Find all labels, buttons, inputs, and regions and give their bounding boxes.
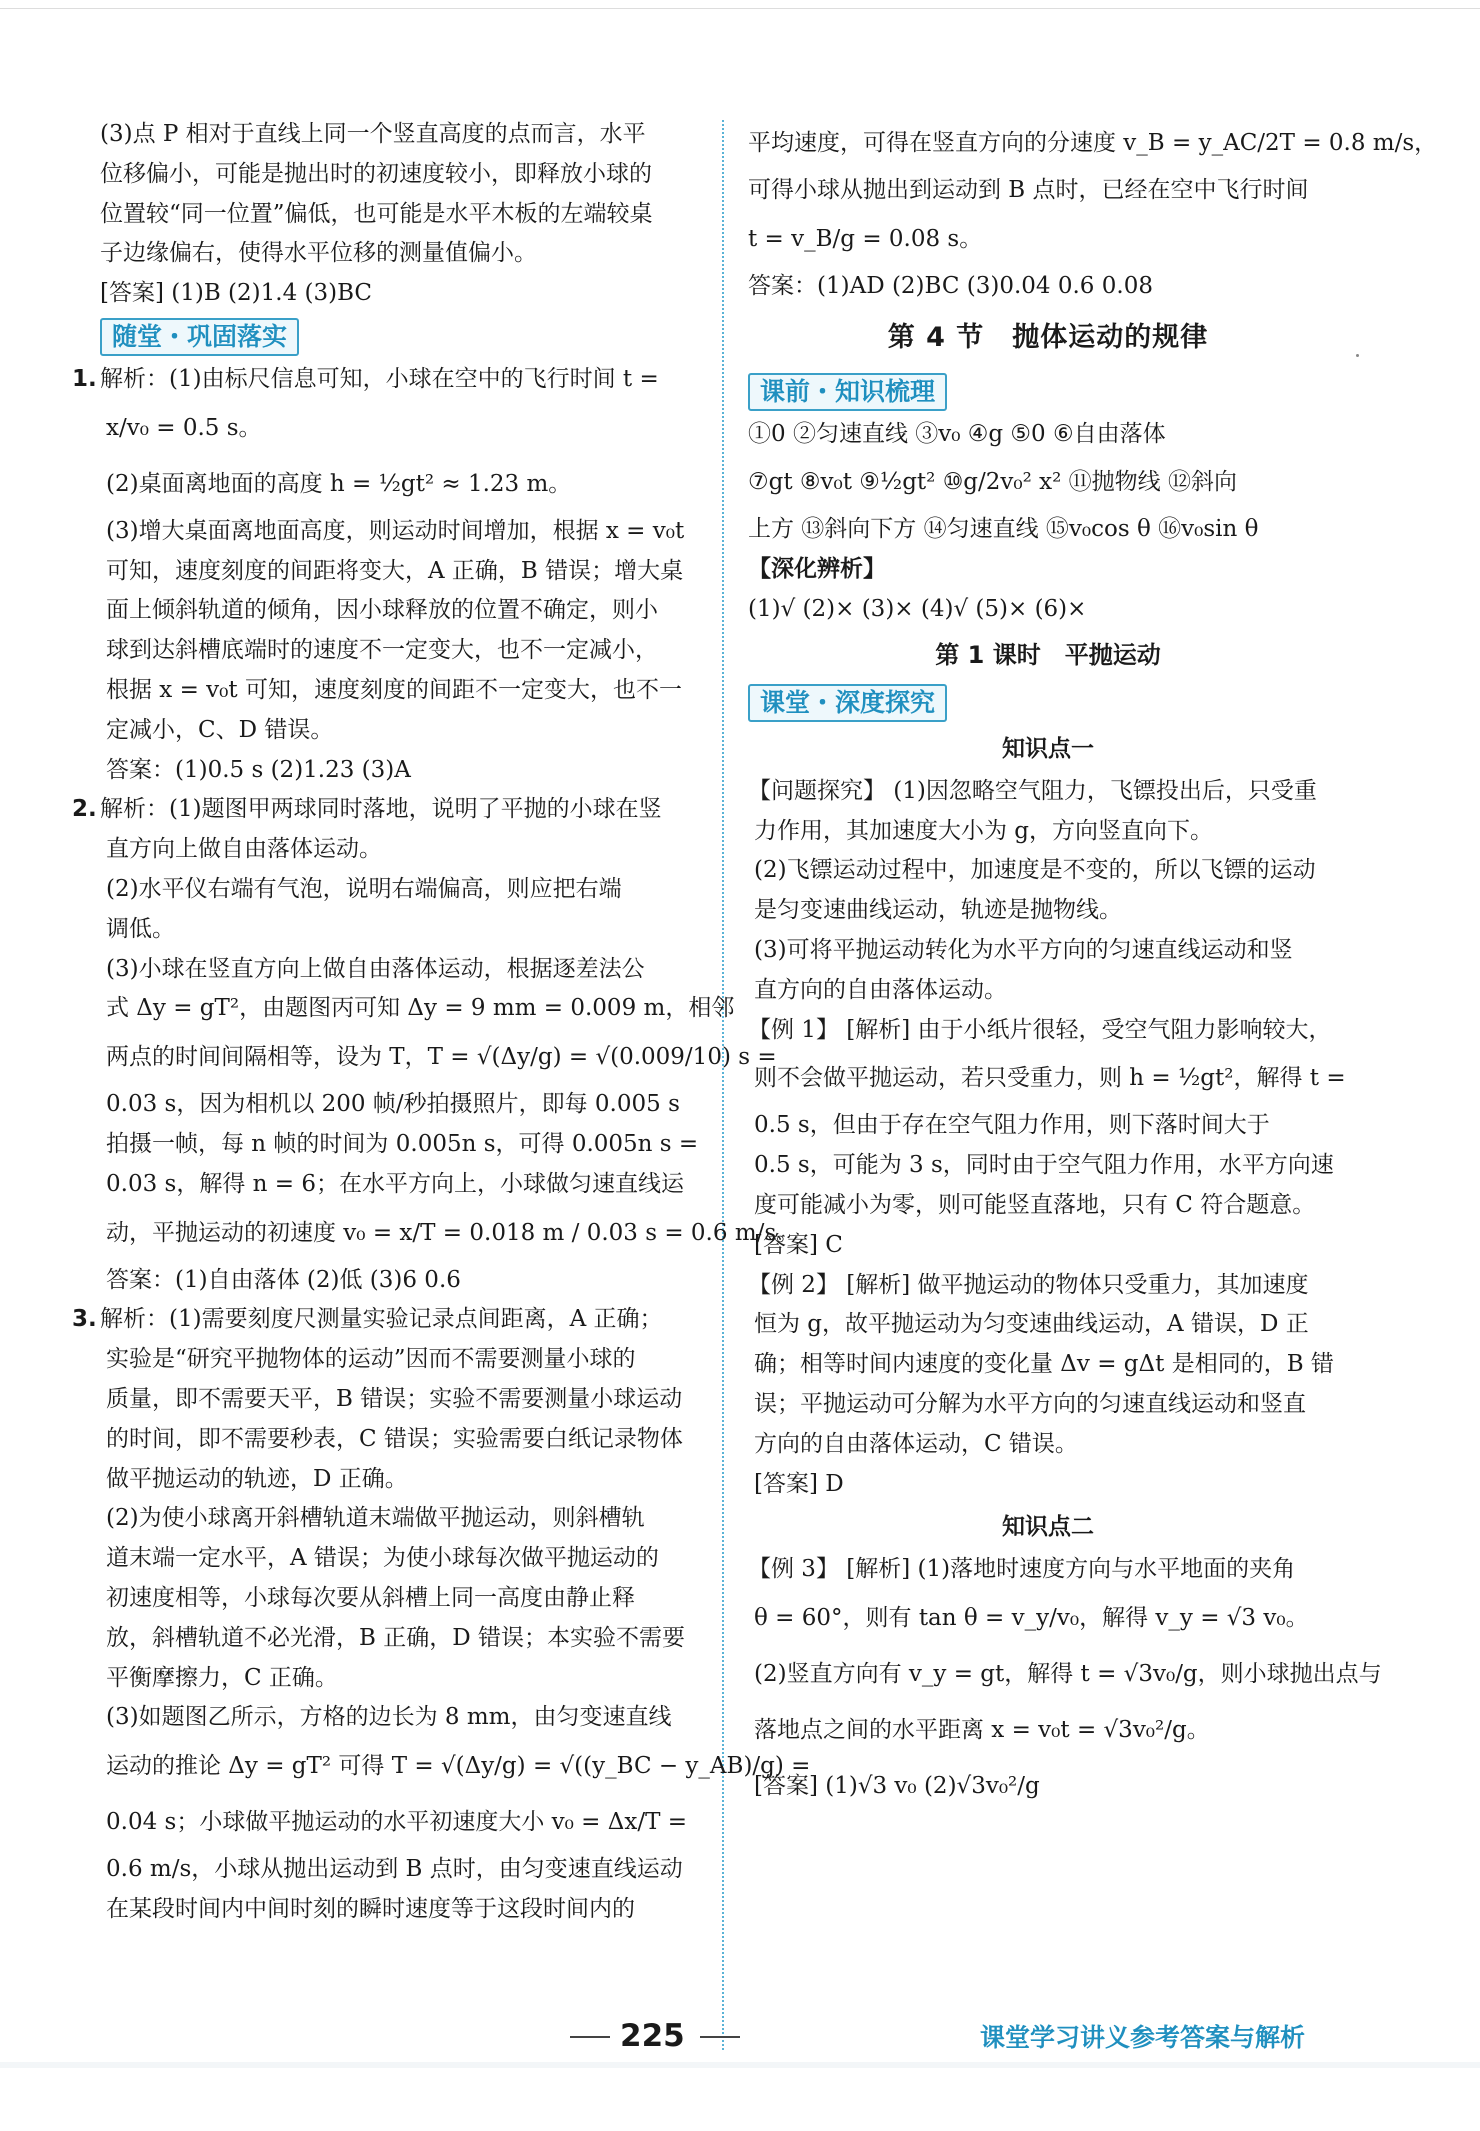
lesson-title: 第 1 课时 平抛运动 [935, 640, 1161, 669]
text-line: 质量，即不需要天平，B 错误；实验不需要测量小球运动 [106, 1385, 683, 1412]
text-line: 直方向的自由落体运动。 [754, 976, 1007, 1003]
footer-title: 课堂学习讲义参考答案与解析 [980, 2023, 1306, 2052]
text-line: 拍摄一帧，每 n 帧的时间为 0.005n s，可得 0.005n s = [106, 1130, 699, 1157]
section-title: 第 4 节 抛体运动的规律 [887, 321, 1209, 353]
question-2-first: 2. 解析：(1)题图甲两球同时落地，说明了平抛的小球在竖 [72, 790, 700, 830]
text-line: 平均速度，可得在竖直方向的分速度 v_B = y_AC/2T = 0.8 m/s， [748, 130, 1438, 156]
page-number: 225 [620, 2018, 685, 2054]
text-line: (3)小球在竖直方向上做自由落体运动，根据逐差法公 [106, 955, 645, 982]
text-line: 落地点之间的水平距离 x = v₀t = √3v₀²/g。 [754, 1717, 1210, 1744]
fill-line: ⑦gt ⑧v₀t ⑨½gt² ⑩g/2v₀² x² ⑪抛物线 ⑫斜向 [748, 469, 1237, 496]
question-1-first: 1. 解析：(1)由标尺信息可知，小球在空中的飞行时间 t = [72, 360, 700, 400]
section-tag-kecian: 课前・知识梳理 [748, 373, 947, 411]
text-line: 【问题探究】 (1)因忽略空气阻力，飞镖投出后，只受重 [748, 777, 1317, 804]
footer-dash-right [700, 2036, 740, 2038]
text-line: 方向的自由落体运动，C 错误。 [754, 1430, 1078, 1457]
question-number: 1. [72, 365, 97, 392]
section-tag-ketang: 课堂・深度探究 [748, 684, 947, 722]
answer-line: [答案] C [754, 1231, 843, 1258]
text-line: 运动的推论 Δy = gT² 可得 T = √(Δy/g) = √((y_BC − y_AB)/g) = [106, 1753, 811, 1780]
text-line: 两点的时间间隔相等，设为 T，T = √(Δy/g) = √(0.009/10) s = [106, 1044, 777, 1071]
question-number: 2. [72, 796, 97, 823]
text-line: 【例 3】 [解析] (1)落地时速度方向与水平地面的夹角 [748, 1556, 1296, 1583]
footer-band [0, 2062, 1480, 2068]
deep-analysis-label: 【深化辨析】 [748, 556, 886, 583]
text-line: 的时间，即不需要秒表，C 错误；实验需要白纸记录物体 [106, 1425, 683, 1452]
text-line: (2)桌面离地面的高度 h = ½gt² ≈ 1.23 m。 [106, 470, 572, 497]
text-line: 球到达斜槽底端时的速度不一定变大，也不一定减小， [106, 637, 658, 664]
text-line: 子边缘偏右，使得水平位移的测量值偏小。 [100, 240, 537, 267]
text-line: 初速度相等，小球每次要从斜槽上同一高度由静止释 [106, 1584, 635, 1611]
text-line: 式 Δy = gT²，由题图丙可知 Δy = 9 mm = 0.009 m，相邻 [106, 995, 735, 1022]
text-line: 平衡摩擦力，C 正确。 [106, 1664, 338, 1691]
text-line: (2)竖直方向有 v_y = gt，解得 t = √3v₀/g，则小球抛出点与 [754, 1661, 1382, 1688]
text-line: (3)增大桌面离地面高度，则运动时间增加，根据 x = v₀t [106, 517, 685, 544]
text-line: 【例 1】 [解析] 由于小纸片很轻，受空气阻力影响较大， [748, 1016, 1332, 1043]
text-line: (3)如题图乙所示，方格的边长为 8 mm，由匀变速直线 [106, 1704, 672, 1731]
text-line: 0.03 s，解得 n = 6；在水平方向上，小球做匀速直线运 [106, 1170, 684, 1197]
answer-line: 答案：(1)自由落体 (2)低 (3)6 0.6 [106, 1266, 461, 1293]
text-line: 面上倾斜轨道的倾角，因小球释放的位置不确定，则小 [106, 597, 658, 624]
text-line: 可知，速度刻度的间距将变大，A 正确，B 错误；增大桌 [106, 557, 684, 584]
answer-line: 答案：(1)0.5 s (2)1.23 (3)A [106, 756, 411, 783]
text-line: θ = 60°，则有 tan θ = v_y/v₀，解得 v_y = √3 v₀。 [754, 1605, 1309, 1632]
text-line: 0.03 s，因为相机以 200 帧/秒拍摄照片，即每 0.005 s [106, 1091, 680, 1118]
text-line: 恒为 g，故平抛运动为匀变速曲线运动，A 错误，D 正 [754, 1311, 1309, 1338]
text-line: (2)为使小球离开斜槽轨道末端做平抛运动，则斜槽轨 [106, 1505, 645, 1532]
text-line: 直方向上做自由落体运动。 [106, 836, 382, 863]
text-line: 0.5 s，可能为 3 s，同时由于空气阻力作用，水平方向速 [754, 1152, 1334, 1179]
text-line: 位置较“同一位置”偏低，也可能是水平木板的左端较桌 [100, 200, 653, 227]
text-line: (3)点 P 相对于直线上同一个竖直高度的点而言，水平 [100, 121, 646, 147]
text-line: 0.04 s；小球做平抛运动的水平初速度大小 v₀ = Δx/T = [106, 1809, 687, 1836]
top-rule [0, 8, 1480, 9]
text-line: 是匀变速曲线运动，轨迹是抛物线。 [754, 897, 1122, 924]
text-line: 【例 2】 [解析] 做平抛运动的物体只受重力，其加速度 [748, 1271, 1309, 1298]
text-line: 误；平抛运动可分解为水平方向的匀速直线运动和竖直 [754, 1390, 1306, 1417]
text-line: 道末端一定水平，A 错误；为使小球每次做平抛运动的 [106, 1545, 659, 1572]
text-line: 可得小球从抛出到运动到 B 点时，已经在空中飞行时间 [748, 177, 1309, 203]
deep-analysis-line: (1)√ (2)× (3)× (4)√ (5)× (6)× [748, 595, 1087, 622]
text-line: 定减小，C、D 错误。 [106, 716, 334, 743]
text-line: t = v_B/g = 0.08 s。 [748, 225, 983, 252]
text-line: 做平抛运动的轨迹，D 正确。 [106, 1465, 408, 1492]
section-tag-suitang: 随堂・巩固落实 [100, 318, 299, 356]
text-line: 调低。 [106, 915, 175, 942]
text-line: (2)水平仪右端有气泡，说明右端偏高，则应把右端 [106, 875, 622, 902]
question-3-first: 3. 解析：(1)需要刻度尺测量实验记录点间距离，A 正确； [72, 1300, 700, 1340]
text-line: 动，平抛运动的初速度 v₀ = x/T = 0.018 m / 0.03 s = 0.6 m/s。 [106, 1219, 800, 1246]
right-column [748, 115, 1438, 1814]
text-line: 在某段时间内中间时刻的瞬时速度等于这段时间内的 [106, 1895, 635, 1922]
text-line: 力作用，其加速度大小为 g，方向竖直向下。 [754, 817, 1214, 844]
answer-line: [答案] D [754, 1470, 844, 1497]
text-line: 度可能减小为零，则可能竖直落地，只有 C 符合题意。 [754, 1191, 1316, 1218]
answer-line: [答案] (1)B (2)1.4 (3)BC [100, 280, 373, 307]
knowledge-point-heading: 知识点一 [1002, 735, 1094, 762]
knowledge-point-heading: 知识点二 [1002, 1514, 1094, 1541]
text-line: 位移偏小，可能是抛出时的初速度较小，即释放小球的 [100, 160, 652, 187]
text-line: (3)可将平抛运动转化为水平方向的匀速直线运动和竖 [754, 936, 1293, 963]
question-number: 3. [72, 1306, 97, 1333]
text-line: 0.5 s，但由于存在空气阻力作用，则下落时间大于 [754, 1112, 1270, 1139]
text-line: 放，斜槽轨道不必光滑，B 正确，D 错误；本实验不需要 [106, 1624, 685, 1651]
text-line: x/v₀ = 0.5 s。 [106, 414, 262, 441]
footer-dash-left [570, 2036, 610, 2038]
text-line: 根据 x = v₀t 可知，速度刻度的间距不一定变大，也不一 [106, 676, 682, 703]
fill-line: 上方 ⑬斜向下方 ⑭匀速直线 ⑮v₀cos θ ⑯v₀sin θ [748, 516, 1259, 543]
fill-line: ①0 ②匀速直线 ③v₀ ④g ⑤0 ⑥自由落体 [748, 420, 1166, 447]
text-line: 实验是“研究平抛物体的运动”因而不需要测量小球的 [106, 1346, 636, 1373]
text-line: 0.6 m/s，小球从抛出运动到 B 点时，由匀变速直线运动 [106, 1856, 683, 1883]
speck [1356, 354, 1359, 357]
text-line: 确；相等时间内速度的变化量 Δv = gΔt 是相同的，B 错 [754, 1351, 1334, 1378]
answer-line: 答案：(1)AD (2)BC (3)0.04 0.6 0.08 [748, 272, 1153, 299]
text-line: 则不会做平抛运动，若只受重力，则 h = ½gt²，解得 t = [754, 1065, 1346, 1092]
answer-line: [答案] (1)√3 v₀ (2)√3v₀²/g [754, 1773, 1040, 1800]
text-line: (2)飞镖运动过程中，加速度是不变的，所以飞镖的运动 [754, 857, 1316, 884]
